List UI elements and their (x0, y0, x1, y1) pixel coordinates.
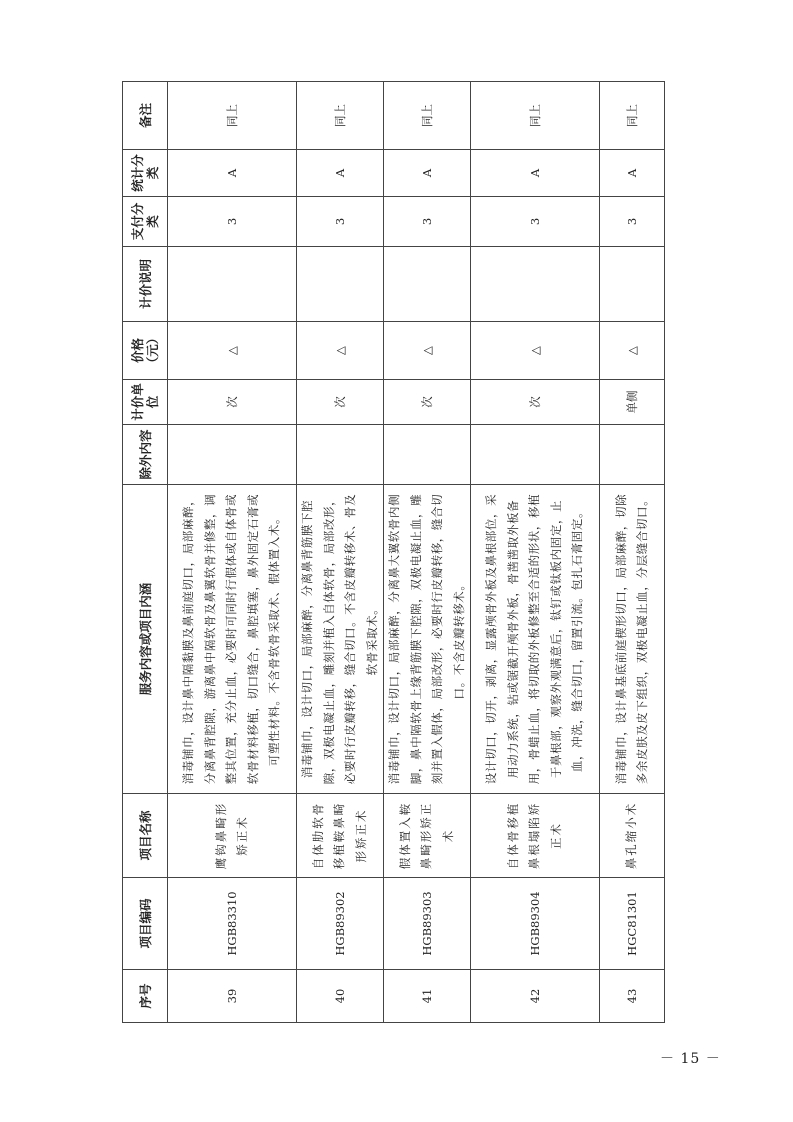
cell-code: HGB89304 (471, 878, 600, 970)
cell-code: HGB89303 (384, 878, 471, 970)
cell-price: △ (168, 322, 297, 380)
header-exclusion: 除外内容 (123, 425, 168, 485)
cell-payment-class: 3 (168, 197, 297, 247)
cell-price: △ (600, 322, 665, 380)
cell-seq: 40 (297, 970, 384, 1023)
cell-pricing-note (600, 247, 665, 322)
cell-exclusion (297, 425, 384, 485)
header-pricing-note: 计价说明 (123, 247, 168, 322)
table-row (168, 82, 297, 1023)
header-stat-class: 统计分类 (123, 150, 168, 197)
cell-stat-class: A (168, 150, 297, 197)
cell-payment-class: 3 (471, 197, 600, 247)
cell-name: 自体肋软骨移植鞍鼻畸形矫正术 (297, 794, 384, 878)
cell-remark: 同上 (168, 82, 297, 150)
cell-exclusion (384, 425, 471, 485)
cell-seq: 41 (384, 970, 471, 1023)
cell-unit: 次 (168, 380, 297, 425)
header-price: 价格（元） (123, 322, 168, 380)
header-row (123, 82, 168, 1023)
cell-pricing-note (168, 247, 297, 322)
cell-exclusion (600, 425, 665, 485)
cell-content: 设计切口，切开，剥离，显露颅骨外板及鼻根部位，采用动力系统，钻或锯截开颅骨外板，骨凿凿取外板备用，骨蜡止血，将切取的外板修整至合适的形状，移植于鼻根部，观察外观满意后，钛钉或钛板内固定，止血，冲洗，缝合切口，留置引流。包扎石膏固定。 (471, 485, 600, 794)
cell-exclusion (471, 425, 600, 485)
table-row (600, 82, 665, 1023)
cell-remark: 同上 (297, 82, 384, 150)
cell-seq: 39 (168, 970, 297, 1023)
cell-seq: 43 (600, 970, 665, 1023)
cell-price: △ (384, 322, 471, 380)
cell-code: HGB83310 (168, 878, 297, 970)
table-row (471, 82, 600, 1023)
cell-content: 消毒铺巾，设计切口，局部麻醉，分离鼻大翼软骨内侧脚，鼻中隔软骨上缘背筋膜下腔隙，双极电凝止血，雕刻并置入假体，局部改形，必要时行皮瓣转移，缝合切口。不含皮瓣转移术。 (384, 485, 471, 794)
cell-pricing-note (384, 247, 471, 322)
cell-price: △ (471, 322, 600, 380)
header-remark: 备注 (123, 82, 168, 150)
table-row (384, 82, 471, 1023)
header-seq: 序号 (123, 970, 168, 1023)
cell-name: 自体骨移植鼻根塌陷矫正术 (471, 794, 600, 878)
cell-code: HGC81301 (600, 878, 665, 970)
page-number: － 15 － (660, 1051, 721, 1067)
table-row (297, 82, 384, 1023)
cell-pricing-note (297, 247, 384, 322)
fee-schedule-table (122, 81, 665, 1023)
cell-name: 假体置入鞍鼻畸形矫正术 (384, 794, 471, 878)
header-code: 项目编码 (123, 878, 168, 970)
cell-remark: 同上 (471, 82, 600, 150)
cell-exclusion (168, 425, 297, 485)
cell-code: HGB89302 (297, 878, 384, 970)
rotated-table-container (122, 82, 662, 1023)
header-payment-class: 支付分类 (123, 197, 168, 247)
cell-seq: 42 (471, 970, 600, 1023)
cell-content: 消毒铺巾，设计鼻基底前庭楔形切口，局部麻醉，切除多余皮肤及皮下组织，双极电凝止血，分层缝合切口。 (600, 485, 665, 794)
cell-remark: 同上 (384, 82, 471, 150)
cell-stat-class: A (471, 150, 600, 197)
cell-unit: 次 (471, 380, 600, 425)
header-unit: 计价单位 (123, 380, 168, 425)
cell-unit: 单侧 (600, 380, 665, 425)
cell-content: 消毒铺巾，设计切口，局部麻醉，分离鼻背筋膜下腔隙，双极电凝止血，雕刻并植入自体软骨，局部改形，必要时行皮瓣转移，缝合切口。不含皮瓣转移术、骨及软骨采取术。 (297, 485, 384, 794)
cell-content: 消毒铺巾，设计鼻中隔黏膜及鼻前庭切口，局部麻醉，分离鼻背腔隙，游离鼻中隔软骨及鼻翼软骨并修整，调整其位置，充分止血，必要时可同时行假体或自体骨或软骨材料移植，切口缝合，鼻腔填塞，鼻外固定石膏或可塑性材料。不含骨软骨采取术、假体置入术。 (168, 485, 297, 794)
cell-remark: 同上 (600, 82, 665, 150)
cell-stat-class: A (384, 150, 471, 197)
cell-payment-class: 3 (297, 197, 384, 247)
cell-pricing-note (471, 247, 600, 322)
cell-unit: 次 (297, 380, 384, 425)
cell-stat-class: A (600, 150, 665, 197)
cell-stat-class: A (297, 150, 384, 197)
header-content: 服务内容或项目内涵 (123, 485, 168, 794)
cell-name: 鹰钩鼻畸形矫正术 (168, 794, 297, 878)
cell-payment-class: 3 (384, 197, 471, 247)
cell-price: △ (297, 322, 384, 380)
cell-name: 鼻孔缩小术 (600, 794, 665, 878)
cell-unit: 次 (384, 380, 471, 425)
cell-payment-class: 3 (600, 197, 665, 247)
header-name: 项目名称 (123, 794, 168, 878)
